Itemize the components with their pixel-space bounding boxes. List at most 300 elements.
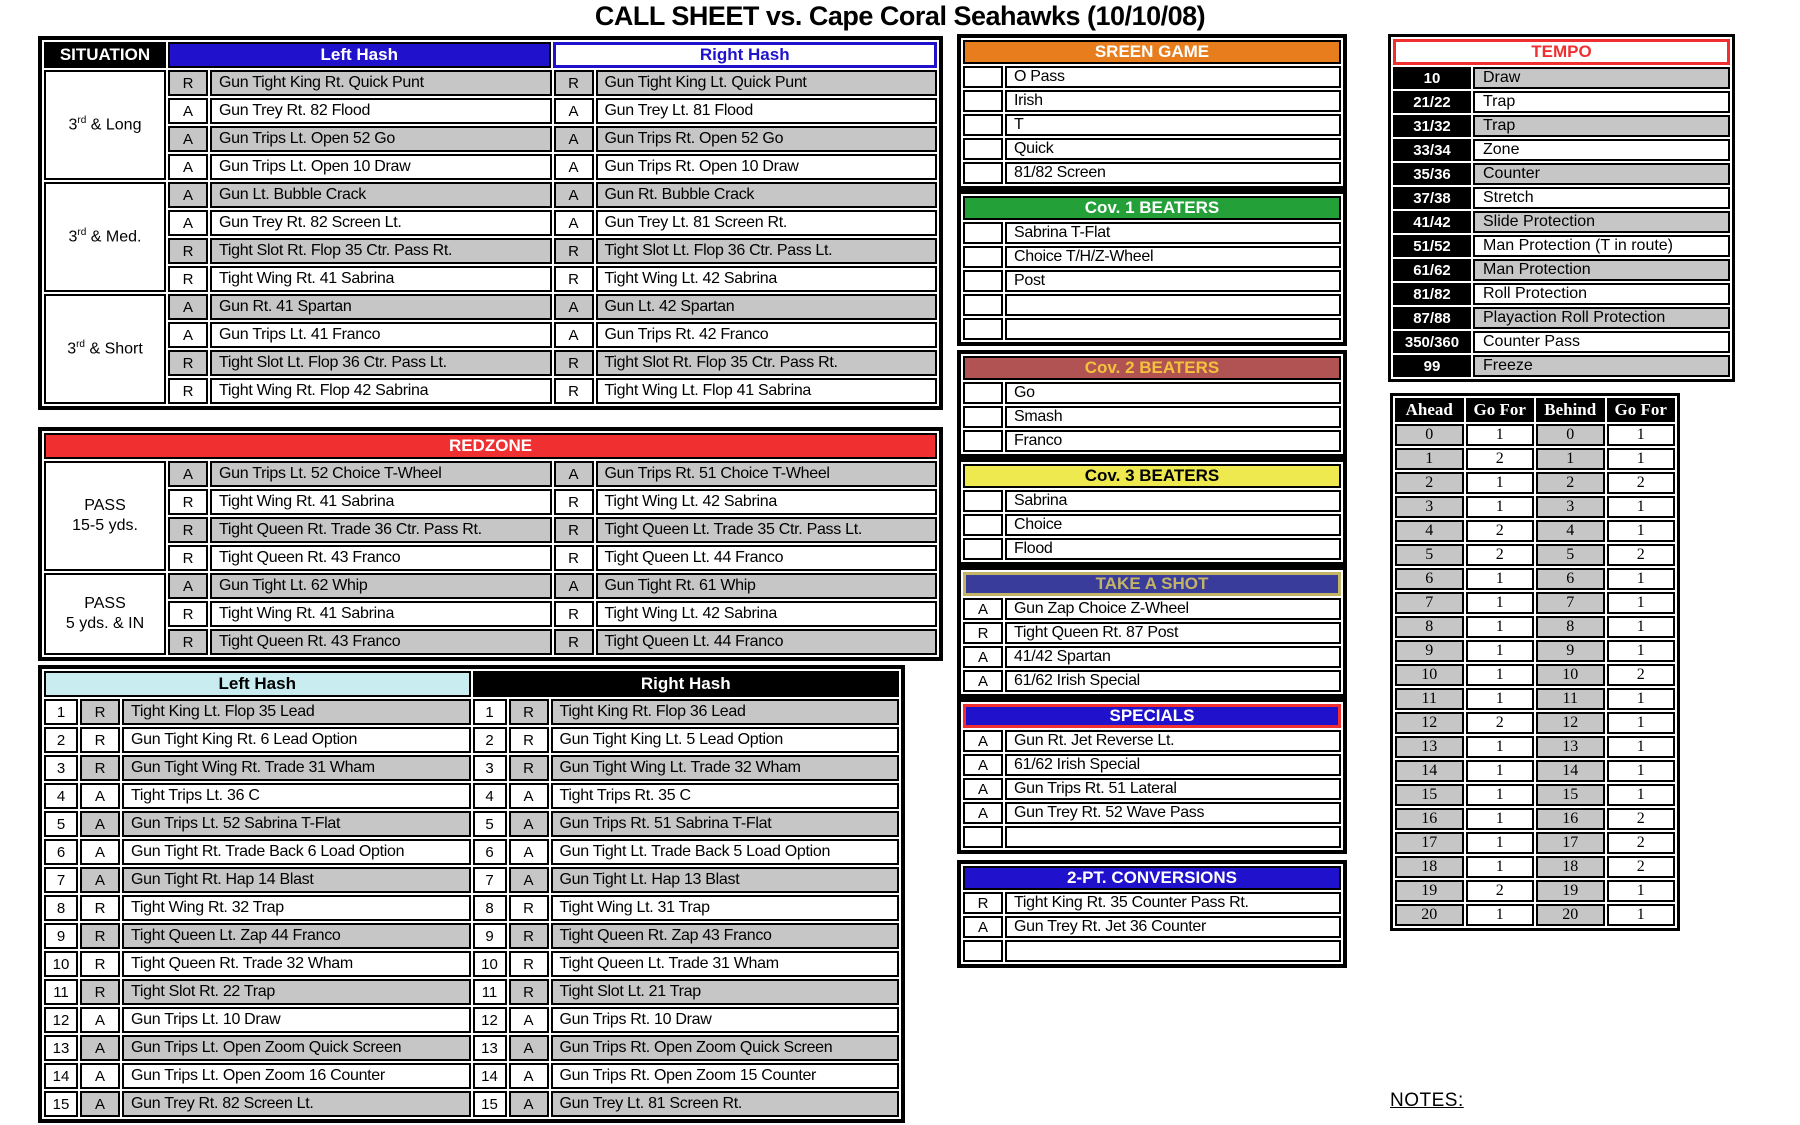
play-cell — [1005, 940, 1341, 962]
right-play-number: 5 — [473, 811, 507, 837]
play-cell: Gun Trey Rt. 52 Wave Pass — [1005, 802, 1341, 824]
left-play-cell: Gun Lt. Bubble Crack — [210, 182, 552, 208]
play-row — [44, 783, 899, 809]
right-play-cell: Gun Tight Wing Lt. Trade 32 Wham — [551, 755, 900, 781]
ahead-go-for-cell: 1 — [1466, 472, 1535, 494]
left-run-pass-cell: R — [80, 951, 120, 977]
tempo-call-cell: Trap — [1473, 91, 1730, 113]
right-run-pass-cell: A — [509, 1035, 549, 1061]
right-run-pass-cell: A — [554, 294, 594, 320]
run-pass-cell — [963, 514, 1003, 536]
right-run-pass-cell: A — [554, 573, 594, 599]
behind-go-for-cell: 2 — [1607, 808, 1676, 830]
play-cell: 41/42 Spartan — [1005, 646, 1341, 668]
situation-label: 3rd & Short — [44, 294, 166, 404]
left-play-cell: Tight Queen Rt. 43 Franco — [210, 545, 552, 571]
left-play-cell: Gun Trey Rt. 82 Flood — [210, 98, 552, 124]
right-play-number: 6 — [473, 839, 507, 865]
play-row — [168, 629, 937, 655]
left-run-pass-cell: R — [168, 545, 208, 571]
go-for-row — [1395, 424, 1675, 446]
left-play-number: 8 — [44, 895, 78, 921]
run-pass-cell — [963, 270, 1003, 292]
ahead-go-for-cell: 1 — [1466, 664, 1535, 686]
ahead-go-for-cell: 2 — [1466, 520, 1535, 542]
left-run-pass-cell: A — [168, 461, 208, 487]
specials-header: SPECIALS — [963, 704, 1341, 728]
left-hash-header: Left Hash — [44, 671, 471, 697]
play-row — [168, 210, 937, 236]
redzone-group-pass-15-5 — [44, 461, 937, 571]
run-pass-cell — [963, 382, 1003, 404]
right-hash-header: Right Hash — [553, 42, 938, 68]
behind-points-cell: 16 — [1536, 808, 1605, 830]
run-pass-cell — [963, 246, 1003, 268]
right-run-pass-cell: R — [554, 266, 594, 292]
play-row — [44, 699, 899, 725]
go-for-row — [1395, 472, 1675, 494]
right-play-cell: Tight Trips Rt. 35 C — [551, 783, 900, 809]
right-play-cell: Tight Slot Lt. 21 Trap — [551, 979, 900, 1005]
left-play-cell: Gun Trips Lt. 52 Sabrina T-Flat — [122, 811, 471, 837]
tempo-row — [1393, 163, 1730, 185]
ahead-points-cell: 18 — [1395, 856, 1464, 878]
play-row — [44, 1007, 899, 1033]
play-row — [168, 182, 937, 208]
right-play-number: 9 — [473, 923, 507, 949]
run-pass-cell: A — [963, 646, 1003, 668]
left-play-number: 12 — [44, 1007, 78, 1033]
play-cell: Tight King Rt. 35 Counter Pass Rt. — [1005, 892, 1341, 914]
left-run-pass-cell: A — [168, 126, 208, 152]
behind-go-for-cell: 2 — [1607, 544, 1676, 566]
left-run-pass-cell: R — [80, 755, 120, 781]
left-play-cell: Gun Tight Lt. 62 Whip — [210, 573, 552, 599]
left-play-number: 14 — [44, 1063, 78, 1089]
play-row — [168, 350, 937, 376]
run-pass-cell — [963, 138, 1003, 160]
play-row — [168, 545, 937, 571]
left-play-number: 10 — [44, 951, 78, 977]
play-cell: Gun Trips Rt. 51 Lateral — [1005, 778, 1341, 800]
tempo-code-cell: 87/88 — [1393, 307, 1471, 329]
play-cell: Quick — [1005, 138, 1341, 160]
play-cell — [1005, 318, 1341, 340]
behind-points-cell: 8 — [1536, 616, 1605, 638]
go-for-row — [1395, 856, 1675, 878]
tempo-code-cell: 31/32 — [1393, 115, 1471, 137]
right-run-pass-cell: A — [554, 210, 594, 236]
ahead-points-cell: 9 — [1395, 640, 1464, 662]
ahead-header: Ahead — [1395, 398, 1464, 422]
left-run-pass-cell: R — [168, 70, 208, 96]
play-row — [963, 514, 1341, 536]
right-play-cell: Tight Wing Lt. Flop 41 Sabrina — [596, 378, 938, 404]
go-for-row — [1395, 592, 1675, 614]
page-title: CALL SHEET vs. Cape Coral Seahawks (10/10/08) — [594, 1, 1206, 31]
ahead-go-for-cell: 1 — [1466, 688, 1535, 710]
left-play-cell: Gun Trey Rt. 82 Screen Lt. — [122, 1091, 471, 1117]
behind-go-for-cell: 1 — [1607, 880, 1676, 902]
tempo-code-cell: 51/52 — [1393, 235, 1471, 257]
right-run-pass-cell: A — [554, 154, 594, 180]
right-run-pass-cell: R — [509, 923, 549, 949]
right-play-number: 3 — [473, 755, 507, 781]
left-play-cell: Gun Trips Lt. Open Zoom Quick Screen — [122, 1035, 471, 1061]
right-run-pass-cell: R — [509, 951, 549, 977]
right-run-pass-cell: A — [509, 783, 549, 809]
play-cell: Go — [1005, 382, 1341, 404]
ahead-go-for-cell: 1 — [1466, 856, 1535, 878]
tempo-code-cell: 33/34 — [1393, 139, 1471, 161]
left-play-cell: Tight Queen Lt. Zap 44 Franco — [122, 923, 471, 949]
play-row — [963, 90, 1341, 112]
left-play-cell: Tight Queen Rt. 43 Franco — [210, 629, 552, 655]
play-row — [168, 154, 937, 180]
play-row — [963, 892, 1341, 914]
play-row — [168, 266, 937, 292]
left-play-number: 15 — [44, 1091, 78, 1117]
play-row — [168, 378, 937, 404]
play-row — [168, 126, 937, 152]
right-play-cell: Tight Queen Lt. Trade 35 Ctr. Pass Lt. — [596, 517, 938, 543]
left-play-cell: Gun Trips Lt. 52 Choice T-Wheel — [210, 461, 552, 487]
right-play-cell: Tight Wing Lt. 31 Trap — [551, 895, 900, 921]
left-play-cell: Gun Tight Wing Rt. Trade 31 Wham — [122, 755, 471, 781]
play-row — [168, 601, 937, 627]
right-play-cell: Tight Queen Lt. 44 Franco — [596, 629, 938, 655]
behind-go-for-cell: 1 — [1607, 712, 1676, 734]
play-row — [168, 489, 937, 515]
run-pass-cell — [963, 318, 1003, 340]
behind-go-for-cell: 1 — [1607, 424, 1676, 446]
play-row — [168, 70, 937, 96]
play-row — [963, 940, 1341, 962]
left-run-pass-cell: A — [168, 98, 208, 124]
behind-go-for-cell: 1 — [1607, 904, 1676, 926]
left-play-cell: Gun Trips Lt. 41 Franco — [210, 322, 552, 348]
left-run-pass-cell: R — [168, 629, 208, 655]
left-run-pass-cell: A — [80, 839, 120, 865]
right-run-pass-cell: A — [509, 867, 549, 893]
run-pass-cell: A — [963, 778, 1003, 800]
right-run-pass-cell: A — [509, 1007, 549, 1033]
tempo-call-cell: Counter — [1473, 163, 1730, 185]
redzone-label: PASS 15-5 yds. — [44, 461, 166, 571]
left-run-pass-cell: R — [168, 601, 208, 627]
play-row — [44, 727, 899, 753]
left-play-cell: Tight Trips Lt. 36 C — [122, 783, 471, 809]
behind-go-for-cell: 1 — [1607, 520, 1676, 542]
tempo-call-cell: Stretch — [1473, 187, 1730, 209]
run-pass-cell — [963, 66, 1003, 88]
right-play-cell: Gun Trips Rt. 10 Draw — [551, 1007, 900, 1033]
right-play-cell: Tight Queen Lt. Trade 31 Wham — [551, 951, 900, 977]
behind-points-cell: 1 — [1536, 448, 1605, 470]
go-for-row — [1395, 832, 1675, 854]
tempo-call-cell: Counter Pass — [1473, 331, 1730, 353]
right-play-cell: Gun Trey Lt. 81 Screen Rt. — [596, 210, 938, 236]
left-run-pass-cell: R — [168, 350, 208, 376]
situation-group-3rd-and-long — [44, 70, 937, 180]
play-row — [963, 598, 1341, 620]
behind-go-for-cell: 1 — [1607, 568, 1676, 590]
tempo-code-cell: 81/82 — [1393, 283, 1471, 305]
play-row — [44, 1035, 899, 1061]
play-row — [168, 98, 937, 124]
ahead-points-cell: 20 — [1395, 904, 1464, 926]
situation-header: SITUATION — [44, 42, 166, 68]
ahead-points-cell: 15 — [1395, 784, 1464, 806]
left-run-pass-cell: A — [80, 1007, 120, 1033]
go-for-row — [1395, 760, 1675, 782]
play-cell — [1005, 294, 1341, 316]
tempo-row — [1393, 259, 1730, 281]
behind-go-for-cell: 2 — [1607, 856, 1676, 878]
right-run-pass-cell: A — [509, 811, 549, 837]
play-row — [963, 246, 1341, 268]
two-pt-conversions-table — [957, 860, 1347, 968]
left-play-cell: Tight Wing Rt. 41 Sabrina — [210, 266, 552, 292]
behind-points-cell: 11 — [1536, 688, 1605, 710]
play-row — [963, 138, 1341, 160]
right-play-cell: Gun Tight Lt. Trade Back 5 Load Option — [551, 839, 900, 865]
play-row — [963, 490, 1341, 512]
tempo-call-cell: Man Protection — [1473, 259, 1730, 281]
left-play-number: 2 — [44, 727, 78, 753]
run-pass-cell — [963, 406, 1003, 428]
tempo-row — [1393, 235, 1730, 257]
right-run-pass-cell: A — [554, 98, 594, 124]
ahead-go-for-cell: 1 — [1466, 616, 1535, 638]
play-cell: Gun Zap Choice Z-Wheel — [1005, 598, 1341, 620]
tempo-table — [1388, 34, 1735, 382]
play-cell: Franco — [1005, 430, 1341, 452]
play-row — [44, 1063, 899, 1089]
right-run-pass-cell: R — [554, 350, 594, 376]
left-play-number: 13 — [44, 1035, 78, 1061]
run-pass-cell: A — [963, 730, 1003, 752]
right-play-cell: Gun Tight King Lt. Quick Punt — [596, 70, 938, 96]
play-row — [963, 270, 1341, 292]
right-run-pass-cell: R — [554, 378, 594, 404]
ahead-go-for-cell: 1 — [1466, 736, 1535, 758]
ahead-points-cell: 3 — [1395, 496, 1464, 518]
run-pass-cell — [963, 294, 1003, 316]
play-row — [963, 778, 1341, 800]
left-play-cell: Tight King Lt. Flop 35 Lead — [122, 699, 471, 725]
play-cell: Tight Queen Rt. 87 Post — [1005, 622, 1341, 644]
ahead-points-cell: 12 — [1395, 712, 1464, 734]
play-cell: Choice — [1005, 514, 1341, 536]
left-play-cell: Tight Wing Rt. Flop 42 Sabrina — [210, 378, 552, 404]
play-cell: Flood — [1005, 538, 1341, 560]
left-run-pass-cell: R — [168, 378, 208, 404]
right-run-pass-cell: A — [509, 839, 549, 865]
behind-points-cell: 15 — [1536, 784, 1605, 806]
right-play-number: 2 — [473, 727, 507, 753]
run-pass-cell — [963, 222, 1003, 244]
screen-game-header: SREEN GAME — [963, 40, 1341, 64]
behind-points-cell: 10 — [1536, 664, 1605, 686]
ahead-go-for-cell: 2 — [1466, 448, 1535, 470]
behind-go-for-cell: 1 — [1607, 688, 1676, 710]
tempo-row — [1393, 91, 1730, 113]
right-play-cell: Tight Wing Lt. 42 Sabrina — [596, 489, 938, 515]
play-cell: Choice T/H/Z-Wheel — [1005, 246, 1341, 268]
left-run-pass-cell: A — [168, 182, 208, 208]
tempo-code-cell: 35/36 — [1393, 163, 1471, 185]
cov3-beaters-header: Cov. 3 BEATERS — [963, 464, 1341, 488]
play-row — [963, 318, 1341, 340]
left-run-pass-cell: A — [168, 154, 208, 180]
left-run-pass-cell: R — [168, 238, 208, 264]
cov3-beaters-table — [957, 458, 1347, 566]
play-row — [44, 811, 899, 837]
go-for-row — [1395, 664, 1675, 686]
left-play-cell: Tight Queen Rt. Trade 32 Wham — [122, 951, 471, 977]
tempo-call-cell: Playaction Roll Protection — [1473, 307, 1730, 329]
play-row — [168, 294, 937, 320]
left-play-number: 11 — [44, 979, 78, 1005]
redzone-table — [38, 427, 943, 661]
run-pass-cell: A — [963, 754, 1003, 776]
left-run-pass-cell: R — [168, 266, 208, 292]
play-cell: Sabrina — [1005, 490, 1341, 512]
specials-table — [957, 698, 1347, 854]
behind-points-cell: 9 — [1536, 640, 1605, 662]
behind-go-for-cell: 1 — [1607, 784, 1676, 806]
play-row — [963, 670, 1341, 692]
right-run-pass-cell: R — [509, 895, 549, 921]
right-run-pass-cell: R — [509, 727, 549, 753]
tempo-call-cell: Man Protection (T in route) — [1473, 235, 1730, 257]
redzone-group-pass-5-and-in — [44, 573, 937, 655]
two-pt-conversions-header: 2-PT. CONVERSIONS — [963, 866, 1341, 890]
right-play-cell: Tight Slot Lt. Flop 36 Ctr. Pass Lt. — [596, 238, 938, 264]
ahead-go-for-cell: 1 — [1466, 784, 1535, 806]
left-play-number: 5 — [44, 811, 78, 837]
left-play-number: 7 — [44, 867, 78, 893]
play-row — [44, 1091, 899, 1117]
tempo-code-cell: 21/22 — [1393, 91, 1471, 113]
ahead-points-cell: 16 — [1395, 808, 1464, 830]
right-play-cell: Gun Trips Rt. Open Zoom Quick Screen — [551, 1035, 900, 1061]
play-cell — [1005, 826, 1341, 848]
run-pass-cell: R — [963, 622, 1003, 644]
right-run-pass-cell: A — [509, 1091, 549, 1117]
behind-points-cell: 2 — [1536, 472, 1605, 494]
run-pass-cell — [963, 114, 1003, 136]
ahead-points-cell: 8 — [1395, 616, 1464, 638]
run-pass-cell — [963, 430, 1003, 452]
play-row — [963, 406, 1341, 428]
right-play-number: 1 — [473, 699, 507, 725]
tempo-row — [1393, 307, 1730, 329]
left-run-pass-cell: A — [168, 322, 208, 348]
ahead-points-cell: 4 — [1395, 520, 1464, 542]
left-run-pass-cell: A — [80, 783, 120, 809]
run-pass-cell — [963, 940, 1003, 962]
left-play-number: 9 — [44, 923, 78, 949]
play-row — [963, 430, 1341, 452]
left-play-cell: Gun Trips Lt. Open Zoom 16 Counter — [122, 1063, 471, 1089]
right-run-pass-cell: R — [509, 699, 549, 725]
behind-go-for-cell: 2 — [1607, 664, 1676, 686]
go-for-row — [1395, 784, 1675, 806]
left-run-pass-cell: A — [80, 1063, 120, 1089]
right-play-cell: Gun Lt. 42 Spartan — [596, 294, 938, 320]
behind-points-cell: 0 — [1536, 424, 1605, 446]
run-pass-cell — [963, 162, 1003, 184]
left-play-number: 4 — [44, 783, 78, 809]
right-play-number: 10 — [473, 951, 507, 977]
ahead-points-cell: 11 — [1395, 688, 1464, 710]
go-for-header: Go For — [1607, 398, 1676, 422]
ahead-points-cell: 10 — [1395, 664, 1464, 686]
behind-go-for-cell: 1 — [1607, 496, 1676, 518]
right-play-cell: Gun Trips Rt. 42 Franco — [596, 322, 938, 348]
ahead-go-for-cell: 1 — [1466, 808, 1535, 830]
ahead-go-for-cell: 2 — [1466, 712, 1535, 734]
behind-points-cell: 12 — [1536, 712, 1605, 734]
play-cell: O Pass — [1005, 66, 1341, 88]
right-run-pass-cell: R — [554, 489, 594, 515]
behind-points-cell: 13 — [1536, 736, 1605, 758]
right-play-number: 12 — [473, 1007, 507, 1033]
right-play-cell: Gun Tight Lt. Hap 13 Blast — [551, 867, 900, 893]
play-row — [963, 114, 1341, 136]
tempo-row — [1393, 211, 1730, 233]
play-cell: Gun Trey Rt. Jet 36 Counter — [1005, 916, 1341, 938]
run-game-table — [38, 665, 905, 1123]
left-play-number: 3 — [44, 755, 78, 781]
behind-points-cell: 14 — [1536, 760, 1605, 782]
tempo-code-cell: 37/38 — [1393, 187, 1471, 209]
cov2-beaters-table — [957, 350, 1347, 458]
behind-header: Behind — [1536, 398, 1605, 422]
go-for-row — [1395, 616, 1675, 638]
ahead-points-cell: 0 — [1395, 424, 1464, 446]
left-play-cell: Gun Trips Lt. 10 Draw — [122, 1007, 471, 1033]
left-play-cell: Gun Tight Rt. Trade Back 6 Load Option — [122, 839, 471, 865]
left-run-pass-cell: R — [80, 895, 120, 921]
left-run-pass-cell: A — [168, 210, 208, 236]
left-run-pass-cell: R — [80, 979, 120, 1005]
play-cell: 61/62 Irish Special — [1005, 754, 1341, 776]
run-pass-cell: A — [963, 802, 1003, 824]
play-row — [963, 646, 1341, 668]
play-row — [963, 622, 1341, 644]
behind-go-for-cell: 1 — [1607, 448, 1676, 470]
behind-points-cell: 5 — [1536, 544, 1605, 566]
left-play-cell: Gun Trips Lt. Open 52 Go — [210, 126, 552, 152]
behind-points-cell: 4 — [1536, 520, 1605, 542]
left-play-cell: Gun Tight Rt. Hap 14 Blast — [122, 867, 471, 893]
right-play-cell: Gun Trey Lt. 81 Screen Rt. — [551, 1091, 900, 1117]
right-play-cell: Gun Trips Rt. Open 10 Draw — [596, 154, 938, 180]
behind-points-cell: 6 — [1536, 568, 1605, 590]
cov1-beaters-table — [957, 190, 1347, 346]
behind-points-cell: 3 — [1536, 496, 1605, 518]
left-play-number: 1 — [44, 699, 78, 725]
run-pass-cell — [963, 538, 1003, 560]
cov2-beaters-header: Cov. 2 BEATERS — [963, 356, 1341, 380]
right-play-number: 4 — [473, 783, 507, 809]
run-pass-cell — [963, 490, 1003, 512]
tempo-call-cell: Draw — [1473, 67, 1730, 89]
ahead-go-for-cell: 2 — [1466, 880, 1535, 902]
